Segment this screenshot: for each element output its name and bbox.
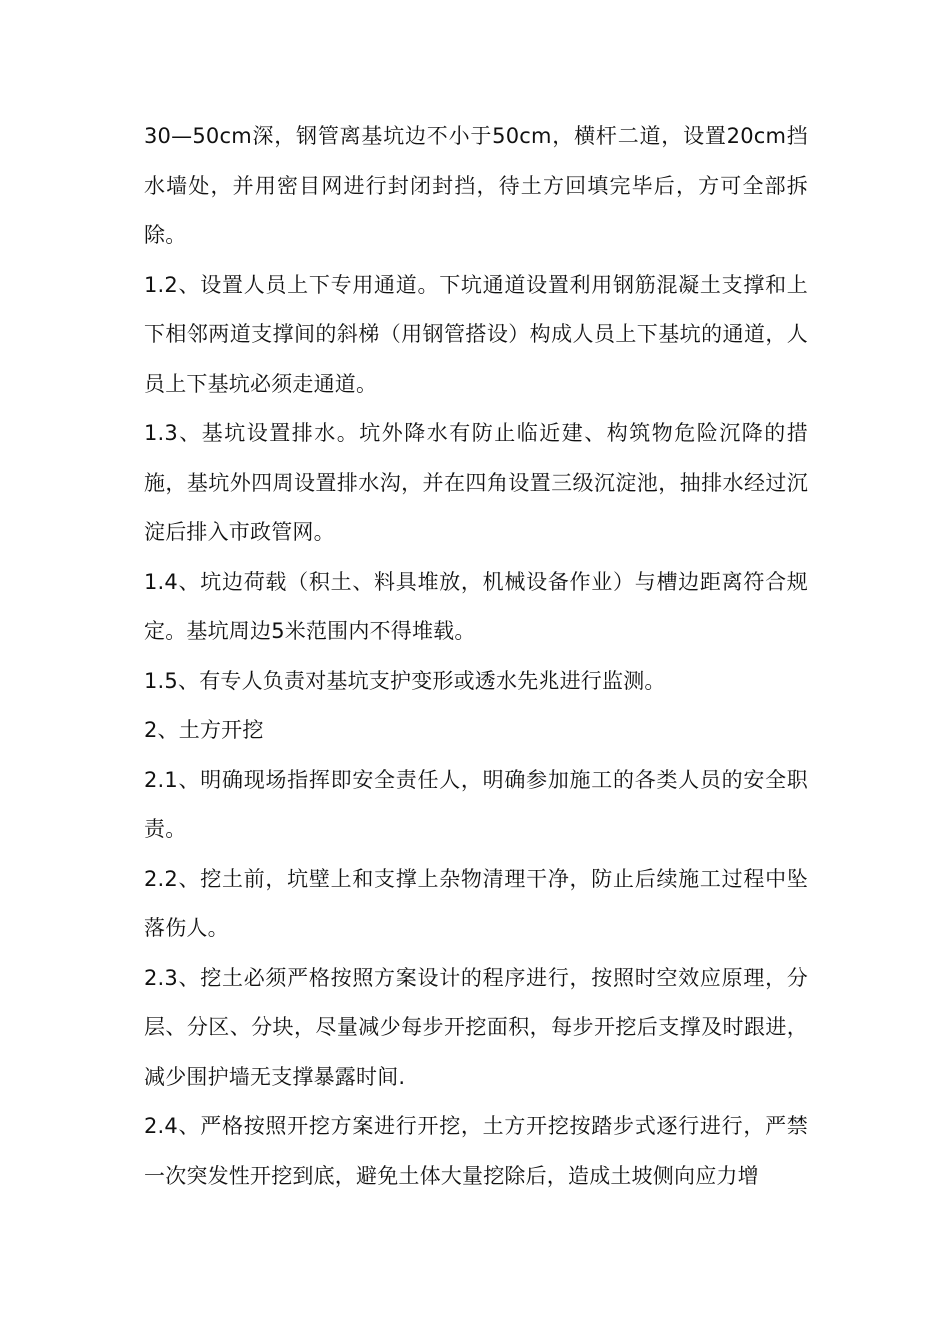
paragraph-2-3-procedure: 2.3、挖土必须严格按照方案设计的程序进行，按照时空效应原理，分层、分区、分块，尽量减少每步开挖面积，每步开挖后支撑及时跟进，减少围护墙无支撑暴露时间.: [144, 965, 808, 1089]
paragraph-2-2-cleanup: 2.2、挖土前，坑壁上和支撑上杂物清理干净，防止后续施工过程中坠落伤人。: [144, 866, 808, 940]
section-heading-earthwork: 2、土方开挖: [144, 718, 264, 742]
paragraph-2-1-responsibility: 2.1、明确现场指挥即安全责任人，明确参加施工的各类人员的安全职责。: [144, 767, 808, 841]
paragraph-1-5-monitoring: 1.5、有专人负责对基坑支护变形或透水先兆进行监测。: [144, 668, 666, 693]
paragraph-1-4-edge-load: 1.4、坑边荷载（积土、料具堆放，机械设备作业）与槽边距离符合规定。基坑周边5米范围内不得堆载。: [144, 569, 808, 643]
paragraph-fence-continuation: 30—50cm深，钢管离基坑边不小于50cm，横杆二道，设置20cm挡水墙处，并用密目网进行封闭封挡，待土方回填完毕后，方可全部拆除。: [144, 124, 808, 247]
paragraph-2-4-excavation-plan: 2.4、严格按照开挖方案进行开挖，土方开挖按踏步式逐行进行，严禁一次突发性开挖到底，避免土体大量挖除后，造成土坡侧向应力增: [144, 1114, 808, 1188]
paragraph-1-2-access-passage: 1.2、设置人员上下专用通道。下坑通道设置利用钢筋混凝土支撑和上下相邻两道支撑间的斜梯（用钢管搭设）构成人员上下基坑的通道，人员上下基坑必须走通道。: [144, 272, 808, 396]
document-body: [144, 112, 808, 1201]
paragraph-1-3-drainage: 1.3、基坑设置排水。坑外降水有防止临近建、构筑物危险沉降的措施，基坑外四周设置排水沟，并在四角设置三级沉淀池，抽排水经过沉淀后排入市政管网。: [144, 421, 808, 544]
